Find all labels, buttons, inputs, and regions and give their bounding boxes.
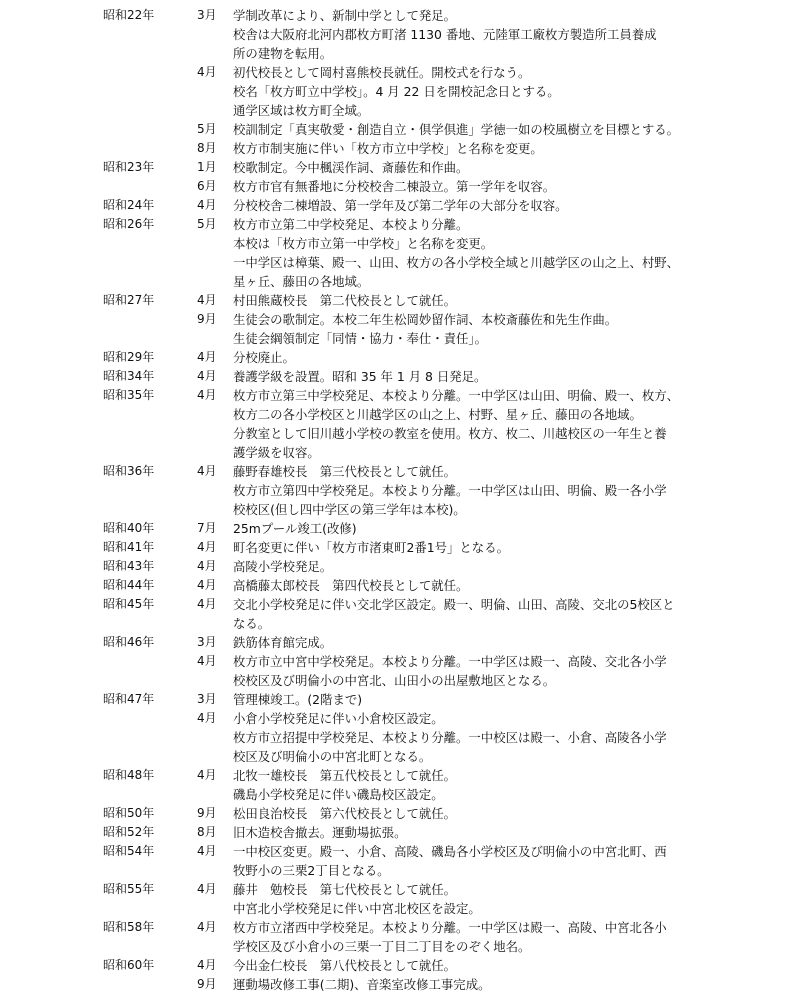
era-year: 昭和55年 [103,882,155,896]
event-line: 星ヶ丘、藤田の各地域。 [233,274,370,289]
event-line: 分校校舎二棟増設、第一学年及び第二学年の大部分を収容。 [233,198,568,213]
month: 4月 [197,711,217,725]
era-year: 昭和43年 [103,559,155,573]
timeline-entry [0,633,791,652]
event-line: 分校廃止。 [233,350,295,365]
event-description [233,804,721,823]
event-line: 本校は「枚方市立第一中学校」と名称を変更。 [233,236,494,251]
event-description [233,538,721,557]
month: 4月 [197,768,217,782]
month: 3月 [197,8,217,22]
event-line: 枚方市立中宮中学校発足。本校より分離。一中学区は殿一、高陵、交北各小学 [233,654,667,669]
event-line: 小倉小学校発足に伴い小倉校区設定。 [233,711,444,726]
month: 4月 [197,464,217,478]
era-year: 昭和29年 [103,350,155,364]
event-line: 磯島小学校発足に伴い磯島校区設定。 [233,787,444,802]
event-description [233,690,721,709]
event-line: 村田熊蔵校長 第二代校長として就任。 [233,293,457,308]
timeline-entry [0,386,791,462]
event-line: 藤野春雄校長 第三代校長として就任。 [233,464,457,479]
event-description [233,633,721,652]
event-description [233,63,721,120]
event-line: 町名変更に伴い「枚方市渚東町2番1号」となる。 [233,540,509,555]
event-line: 鉄筋体育館完成。 [233,635,333,650]
era-year: 昭和46年 [103,635,155,649]
event-description [233,310,721,348]
event-description [233,880,721,918]
event-line: 松田良治校長 第六代校長として就任。 [233,806,457,821]
event-description [233,956,721,975]
event-description [233,595,721,633]
timeline-entry [0,177,791,196]
event-line: 枚方市制実施に伴い「枚方市立中学校」と名称を変更。 [233,141,543,156]
event-description [233,842,721,880]
event-line: 北牧一雄校長 第五代校長として就任。 [233,768,457,783]
era-year: 昭和47年 [103,692,155,706]
event-line: 校区及び明倫小の中宮北町となる。 [233,749,432,764]
event-description [233,291,721,310]
month: 4月 [197,578,217,592]
timeline-entry [0,291,791,310]
event-description [233,215,721,291]
month: 9月 [197,977,217,991]
timeline-entry [0,519,791,538]
month: 6月 [197,179,217,193]
timeline-entry [0,804,791,823]
month: 4月 [197,597,217,611]
month: 4月 [197,198,217,212]
event-line: 学制改革により、新制中学として発足。 [233,8,457,23]
event-line: 初代校長として岡村喜熊校長就任。開校式を行なう。 [233,65,531,80]
event-line: 枚方市官有無番地に分校校舎二棟設立。第一学年を収容。 [233,179,556,194]
event-line: 牧野小の三栗2丁目となる。 [233,863,390,878]
event-line: 校校区及び明倫小の中宮北、山田小の出屋敷地区となる。 [233,673,556,688]
timeline-entry [0,652,791,690]
event-line: 分教室として旧川越小学校の教室を使用。枚方、枚二、川越校区の一年生と養 [233,426,667,441]
month: 7月 [197,521,217,535]
timeline-entry [0,690,791,709]
event-line: 旧木造校舎撤去。運動場拡張。 [233,825,407,840]
timeline-entry [0,158,791,177]
era-year: 昭和44年 [103,578,155,592]
month: 5月 [197,122,217,136]
era-year: 昭和41年 [103,540,155,554]
event-line: 枚方市立第四中学校発足。本校より分離。一中学区は山田、明倫、殿一各小学 [233,483,667,498]
event-line: 枚方市立第二中学校発足、本校より分離。 [233,217,469,232]
event-description [233,177,721,196]
event-line: 養護学級を設置。昭和 35 年 1 月 8 日発足。 [233,369,487,384]
event-description [233,139,721,158]
event-description [233,196,721,215]
timeline-entry [0,766,791,804]
era-year: 昭和36年 [103,464,155,478]
month: 5月 [197,217,217,231]
timeline-entry [0,139,791,158]
event-description [233,158,721,177]
month: 1月 [197,160,217,174]
month: 4月 [197,293,217,307]
event-line: 一中学区は樟葉、殿一、山田、枚方の各小学校全域と川越学区の山之上、村野、 [233,255,680,270]
era-year: 昭和24年 [103,198,155,212]
month: 8月 [197,825,217,839]
event-description [233,120,721,139]
timeline-entry [0,367,791,386]
timeline-entry [0,63,791,120]
era-year: 昭和26年 [103,217,155,231]
era-year: 昭和52年 [103,825,155,839]
timeline-entry [0,215,791,291]
event-line: 藤井 勉校長 第七代校長として就任。 [233,882,457,897]
event-line: 護学級を収容。 [233,445,320,460]
event-line: 枚方市立招提中学校発足、本校より分離。一中校区は殿一、小倉、高陵各小学 [233,730,667,745]
event-description [233,766,721,804]
event-description [233,367,721,386]
event-line: 所の建物を転用。 [233,46,333,61]
timeline-entry [0,348,791,367]
event-description [233,576,721,595]
event-line: 校名「枚方町立中学校」。4 月 22 日を開校記念日とする。 [233,84,560,99]
month: 4月 [197,844,217,858]
timeline-entry [0,956,791,975]
event-line: 通学区域は枚方町全域。 [233,103,370,118]
event-description [233,6,721,63]
event-description [233,823,721,842]
month: 9月 [197,806,217,820]
timeline-entry [0,918,791,956]
timeline-entry [0,310,791,348]
month: 4月 [197,559,217,573]
month: 4月 [197,920,217,934]
event-description [233,386,721,462]
timeline-entry [0,880,791,918]
event-line: 高橋藤太郎校長 第四代校長として就任。 [233,578,469,593]
month: 4月 [197,369,217,383]
era-year: 昭和45年 [103,597,155,611]
event-line: 生徒会の歌制定。本校二年生松岡妙留作詞、本校斎藤佐和先生作曲。 [233,312,618,327]
era-year: 昭和54年 [103,844,155,858]
month: 4月 [197,654,217,668]
event-line: 学校区及び小倉小の三栗一丁目二丁目をのぞく地名。 [233,939,531,954]
timeline-entry [0,557,791,576]
month: 4月 [197,958,217,972]
event-line: 校歌制定。今中楓渓作詞、斎藤佐和作曲。 [233,160,469,175]
era-year: 昭和60年 [103,958,155,972]
timeline-entry [0,842,791,880]
month: 8月 [197,141,217,155]
event-line: 校訓制定「真実敬愛・創造自立・倶学倶進」学徳一如の校風樹立を目標とする。 [233,122,680,137]
event-description [233,709,721,766]
timeline-entry [0,196,791,215]
timeline-entry [0,6,791,63]
era-year: 昭和50年 [103,806,155,820]
event-line: 運動場改修工事(二期)、音楽室改修工事完成。 [233,977,491,992]
month: 4月 [197,388,217,402]
event-line: 管理棟竣工。(2階まで) [233,692,363,707]
era-year: 昭和35年 [103,388,155,402]
event-description [233,918,721,956]
era-year: 昭和22年 [103,8,155,22]
event-description [233,519,721,538]
event-line: なる。 [233,616,271,631]
timeline-entry [0,823,791,842]
timeline-entry [0,120,791,139]
event-line: 校校区(但し四中学区の第三学年は本校)。 [233,502,466,517]
era-year: 昭和58年 [103,920,155,934]
event-line: 一中校区変更。殿一、小倉、高陵、磯島各小学校区及び明倫小の中宮北町、西 [233,844,667,859]
event-line: 生徒会綱領制定「同情・協力・奉仕・責任」。 [233,331,488,346]
event-line: 校舎は大阪府北河内郡枚方町渚 1130 番地、元陸軍工廠枚方製造所工員養成 [233,27,657,42]
history-timeline [0,6,791,994]
event-description [233,348,721,367]
era-year: 昭和40年 [103,521,155,535]
event-line: 今出金仁校長 第八代校長として就任。 [233,958,457,973]
month: 4月 [197,65,217,79]
month: 4月 [197,540,217,554]
era-year: 昭和34年 [103,369,155,383]
event-line: 交北小学校発足に伴い交北学区設定。殿一、明倫、山田、高陵、交北の5校区と [233,597,675,612]
month: 4月 [197,882,217,896]
month: 3月 [197,692,217,706]
event-description [233,462,721,519]
event-line: 高陵小学校発足。 [233,559,333,574]
timeline-entry [0,576,791,595]
month: 9月 [197,312,217,326]
event-line: 枚方二の各小学校区と川越学区の山之上、村野、星ヶ丘、藤田の各地域。 [233,407,642,422]
timeline-entry [0,462,791,519]
month: 3月 [197,635,217,649]
era-year: 昭和27年 [103,293,155,307]
month: 4月 [197,350,217,364]
timeline-entry [0,709,791,766]
event-description [233,557,721,576]
timeline-entry [0,595,791,633]
event-line: 25mプール竣工(改修) [233,521,357,536]
event-line: 中宮北小学校発足に伴い中宮北校区を設定。 [233,901,481,916]
event-line: 枚方市立第三中学校発足、本校より分離。一中学区は山田、明倫、殿一、枚方、 [233,388,680,403]
era-year: 昭和23年 [103,160,155,174]
timeline-entry [0,538,791,557]
event-line: 枚方市立渚西中学校発足。本校より分離。一中学区は殿一、高陵、中宮北各小 [233,920,667,935]
era-year: 昭和48年 [103,768,155,782]
event-description [233,652,721,690]
